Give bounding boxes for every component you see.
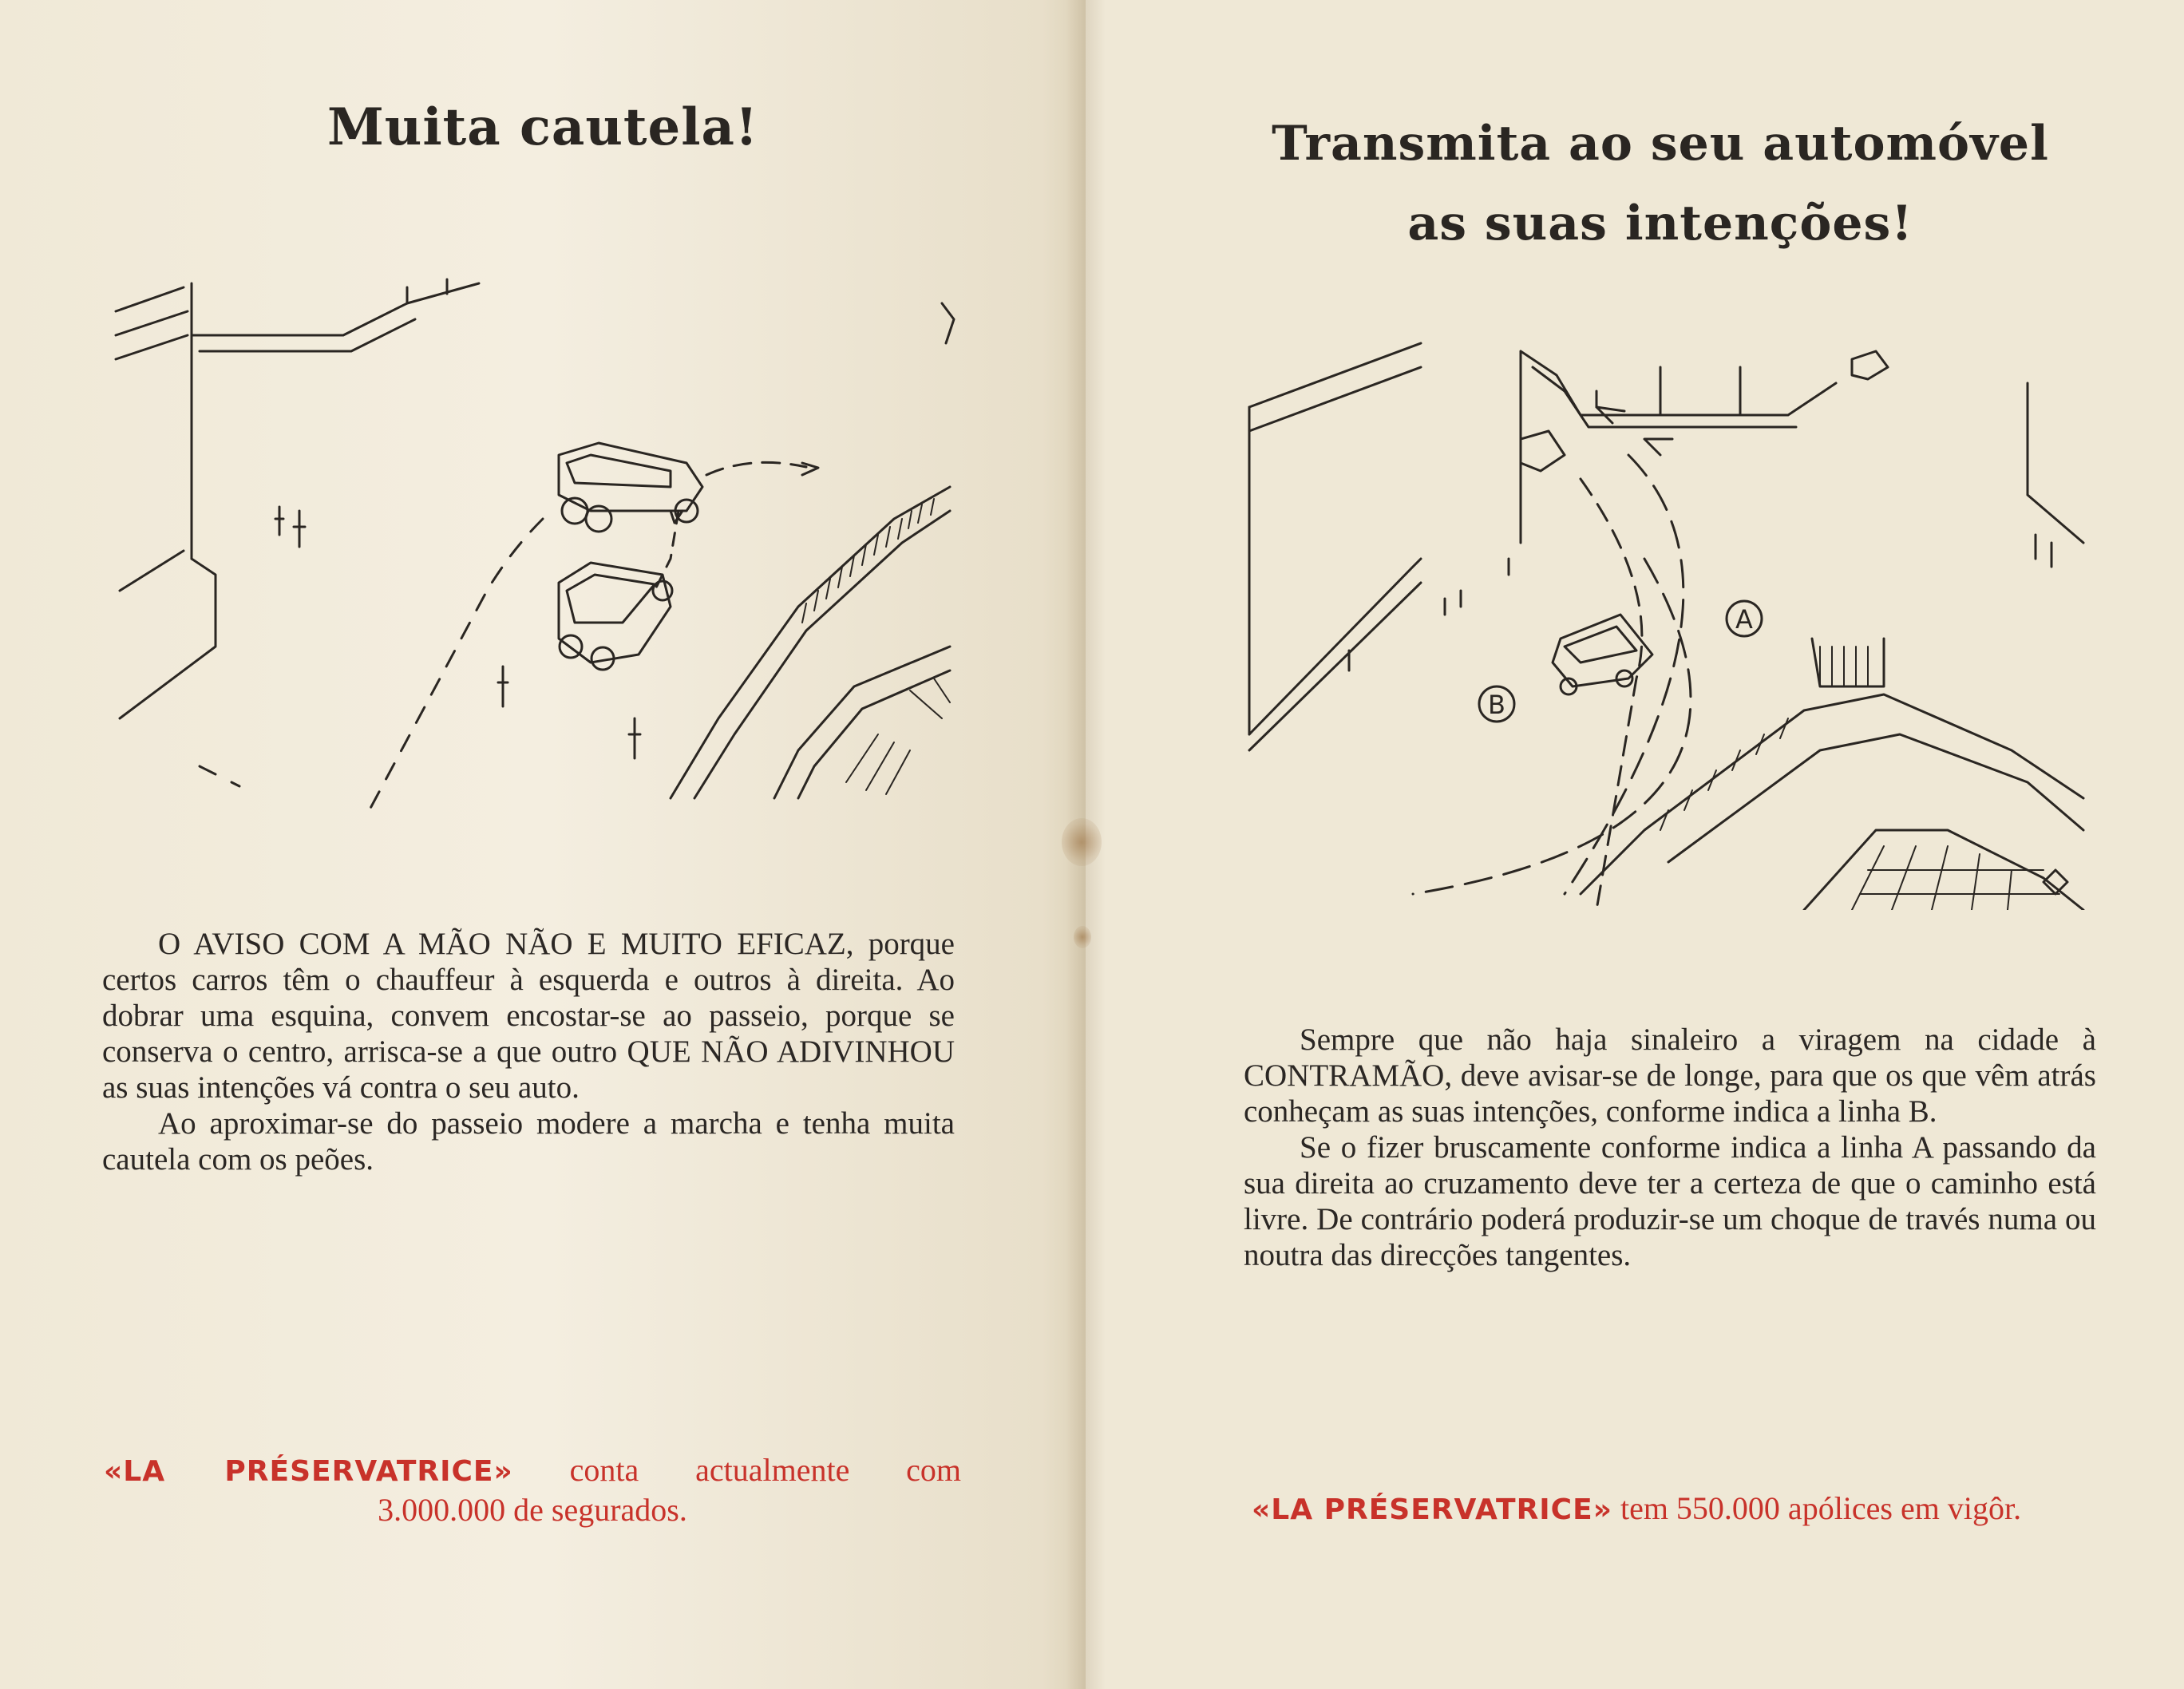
right-page-title [1197,104,2123,263]
route-line-b [1413,559,1691,894]
right-advert-text: tem 550.000 apólices em vigôr. [1620,1490,2022,1526]
car-following-icon [559,563,672,670]
left-advert-text-1: conta actualmente com [569,1452,962,1488]
pedestrian-icons-right [1349,535,2051,670]
car-distant-icon [1852,351,1888,379]
car-front-icon [1553,615,1652,694]
label-a-text: A [1735,604,1753,635]
right-title-line-2: as suas intenções! [1407,196,1913,251]
right-body-text [1244,1022,2096,1273]
left-page [0,0,1086,1689]
right-paragraph-2: Se o fizer bruscamente conforme indica a linha A passando da sua direita ao cruzamento deve ter a certeza de que o caminho está livre. De contrário poderá produzir-se um choque de través numa ou noutra das direcções tangentes. [1244,1130,2096,1272]
right-paragraph-1: Sempre que não haja sinaleiro a viragem na cidade à CONTRAMÃO, deve avisar-se de longe, para que os que vêm atrás conheçam as suas intenções, conforme indica a linha B. [1244,1022,2096,1129]
left-paragraph-2: Ao aproximar-se do passeio modere a marcha e tenha muita cautela com os peões. [102,1106,955,1177]
label-a-marker [1727,601,1762,636]
right-street-illustration [1245,335,2091,910]
left-body-text [102,926,955,1177]
right-advert-brand: «LA PRÉSERVATRICE» [1252,1493,1612,1526]
left-paragraph-1: O AVISO COM A MÃO NÃO E MUITO EFICAZ, porque certos carros têm o chauffeur à esquerda e outros à direita. Ao dobrar uma esquina, convem encostar-se ao passeio, porque se conserva o centro, arrisca-se a que outro QUE NÃO ADIVINHOU as suas intenções vá contra o seu auto. [102,927,955,1105]
left-street-illustration [112,271,966,814]
pedestrian-icons [275,507,640,758]
route-line-a [1565,455,1684,894]
label-b-text: B [1488,690,1505,720]
car-parked-icon [1521,431,1565,471]
car-turning-icon [559,443,702,532]
left-advert-text-2: 3.000.000 de segurados. [378,1492,687,1528]
left-advert [104,1451,961,1529]
label-b-marker [1479,686,1514,722]
left-page-title: Muita cautela! [326,97,759,157]
right-title-line-1: Transmita ao seu automóvel [1272,116,2049,172]
right-advert [1252,1489,2106,1529]
left-advert-brand: «LA PRÉSERVATRICE» [104,1455,513,1488]
